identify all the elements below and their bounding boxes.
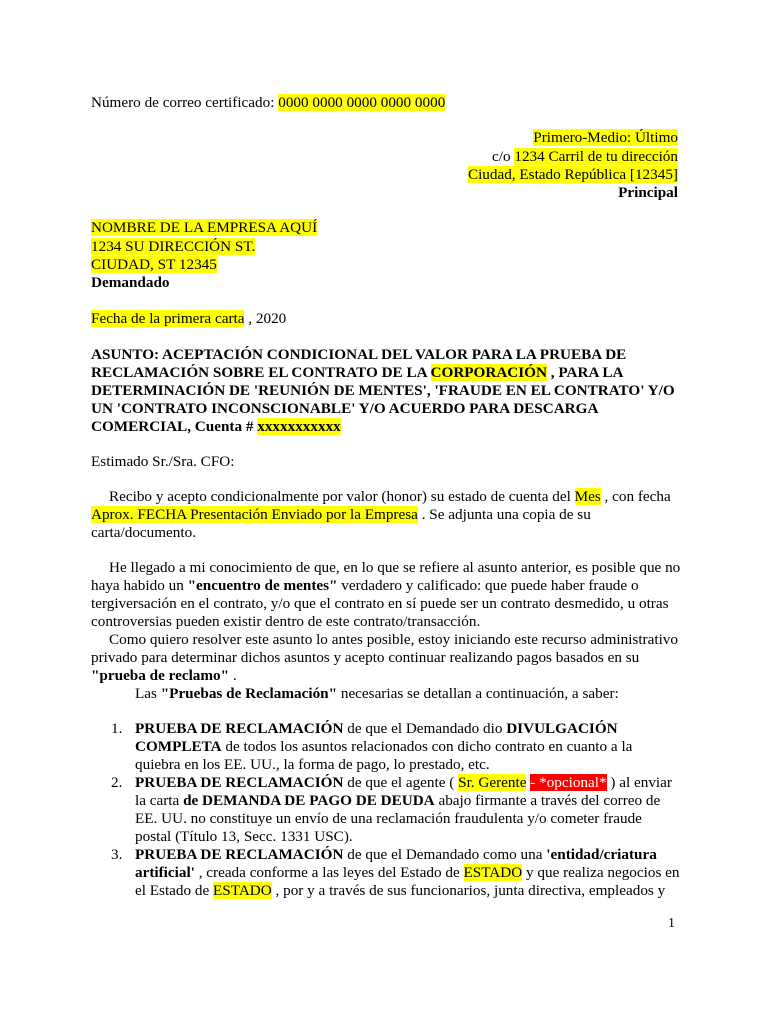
sender-role: Principal bbox=[618, 184, 678, 201]
greeting: Estimado Sr./Sra. CFO: bbox=[91, 453, 235, 470]
paragraph-4: Las "Pruebas de Reclamación" necesarias se detallan a continuación, a saber: bbox=[135, 685, 619, 702]
account-number: xxxxxxxxxxx bbox=[257, 418, 341, 435]
sender-name: Primero-Medio: Último bbox=[533, 129, 678, 146]
recipient-company: NOMBRE DE LA EMPRESA AQUÍ bbox=[91, 219, 318, 236]
recipient-role: Demandado bbox=[91, 274, 170, 291]
document-page: Número de correo certificado: 0000 0000 0000 0000 0000 Primero-Medio: Último c/o 1234 Carril de tu dirección Ciudad, Estado República [12345] Principal NOMBRE DE LA EMPRESA AQUÍ 1234 SU DIRECCIÓN ST. CIUDAD, ST 12345 Demandado Fecha de la primera carta , 2020 ASUNTO: ACEPTACIÓN CONDICIONAL DEL VALOR PARA LA PRUEBA DE RECLAMACIÓN SOBRE EL CONTRATO DE LA CORPORACIÓN , PARA LA DETERMINACIÓN DE 'REUNIÓN DE MENTES', 'FRAUDE EN EL CONTRATO' Y/O UN 'CONTRATO INCONSCIONABLE' Y/O ACUERDO PARA DESCARGA COMERCIAL, Cuenta # xxxxxxxxxxx Estimado Sr./Sra. CFO: Recibo y acepto condicionalmente por valor (honor) su estado de cuenta del Mes , con fecha Aprox. FECHA Presentación Enviado por la Empresa . Se adjunta una copia de su carta/documento. He llegado a mi conocimiento de que, en lo que se refiere al asunto anterior, es posible que no haya habido un "encuentro de mentes" verdadero y calificado: que puede haber fraude o tergiversación en el contrato, y/o que el contrato en sí puede ser un contrato desmedido, u otras controversias pueden existir dentro de este contrato/transacción. Como quiero resolver este asunto lo antes posible, estoy iniciando este recurso administrativo privado para determinar dichos asuntos y acepto continuar realizando pagos basados en su "prueba de reclamo" . Las "Pruebas de Reclamación" necesarias se detallan a continuación, a saber: 1. PRUEBA DE RECLAMACIÓN de que el Demandado dio DIVULGACIÓN COMPLETA de todos los asuntos relacionados con dicho contrato en cuanto a la quiebra en los EE. UU., la forma de pago, lo prestado, etc. 2. PRUEBA DE RECLAMACIÓN de que el agente ( Sr. Gerente - *opcional* ) al enviar la carta de DEMANDA DE PAGO DE DEUDA abajo firmante a través del correo de EE. UU. no constituye un envío de una reclamación fraudulenta y/o cometer fraude postal (Título 13, Secc. 1331 USC). 3. PRUEBA DE RECLAMACIÓN de que el Demandado como una 'entidad/criatura artificial' , creada conforme a las leyes del Estado de ESTADO y que realiza negocios en el Estado de ESTADO , por y a través de sus funcionarios, junta directiva, empleados y 1 bbox=[91, 94, 681, 931]
optional-highlight: - *opcional* bbox=[530, 774, 607, 791]
sender-street: c/o 1234 Carril de tu dirección bbox=[492, 148, 678, 165]
certified-mail-label: Número de correo certificado: bbox=[91, 94, 279, 111]
certified-mail-number: 0000 0000 0000 0000 0000 bbox=[278, 94, 446, 111]
page-number: 1 bbox=[668, 916, 675, 931]
corporation-highlight: CORPORACIÓN bbox=[430, 364, 547, 381]
recipient-street: 1234 SU DIRECCIÓN ST. bbox=[91, 238, 256, 255]
recipient-city: CIUDAD, ST 12345 bbox=[91, 256, 217, 273]
certified-mail-line bbox=[91, 93, 445, 112]
sender-city: Ciudad, Estado República [12345] bbox=[467, 166, 678, 183]
manager-highlight: Sr. Gerente bbox=[458, 774, 527, 791]
letter-date: Fecha de la primera carta , 2020 bbox=[91, 310, 287, 327]
